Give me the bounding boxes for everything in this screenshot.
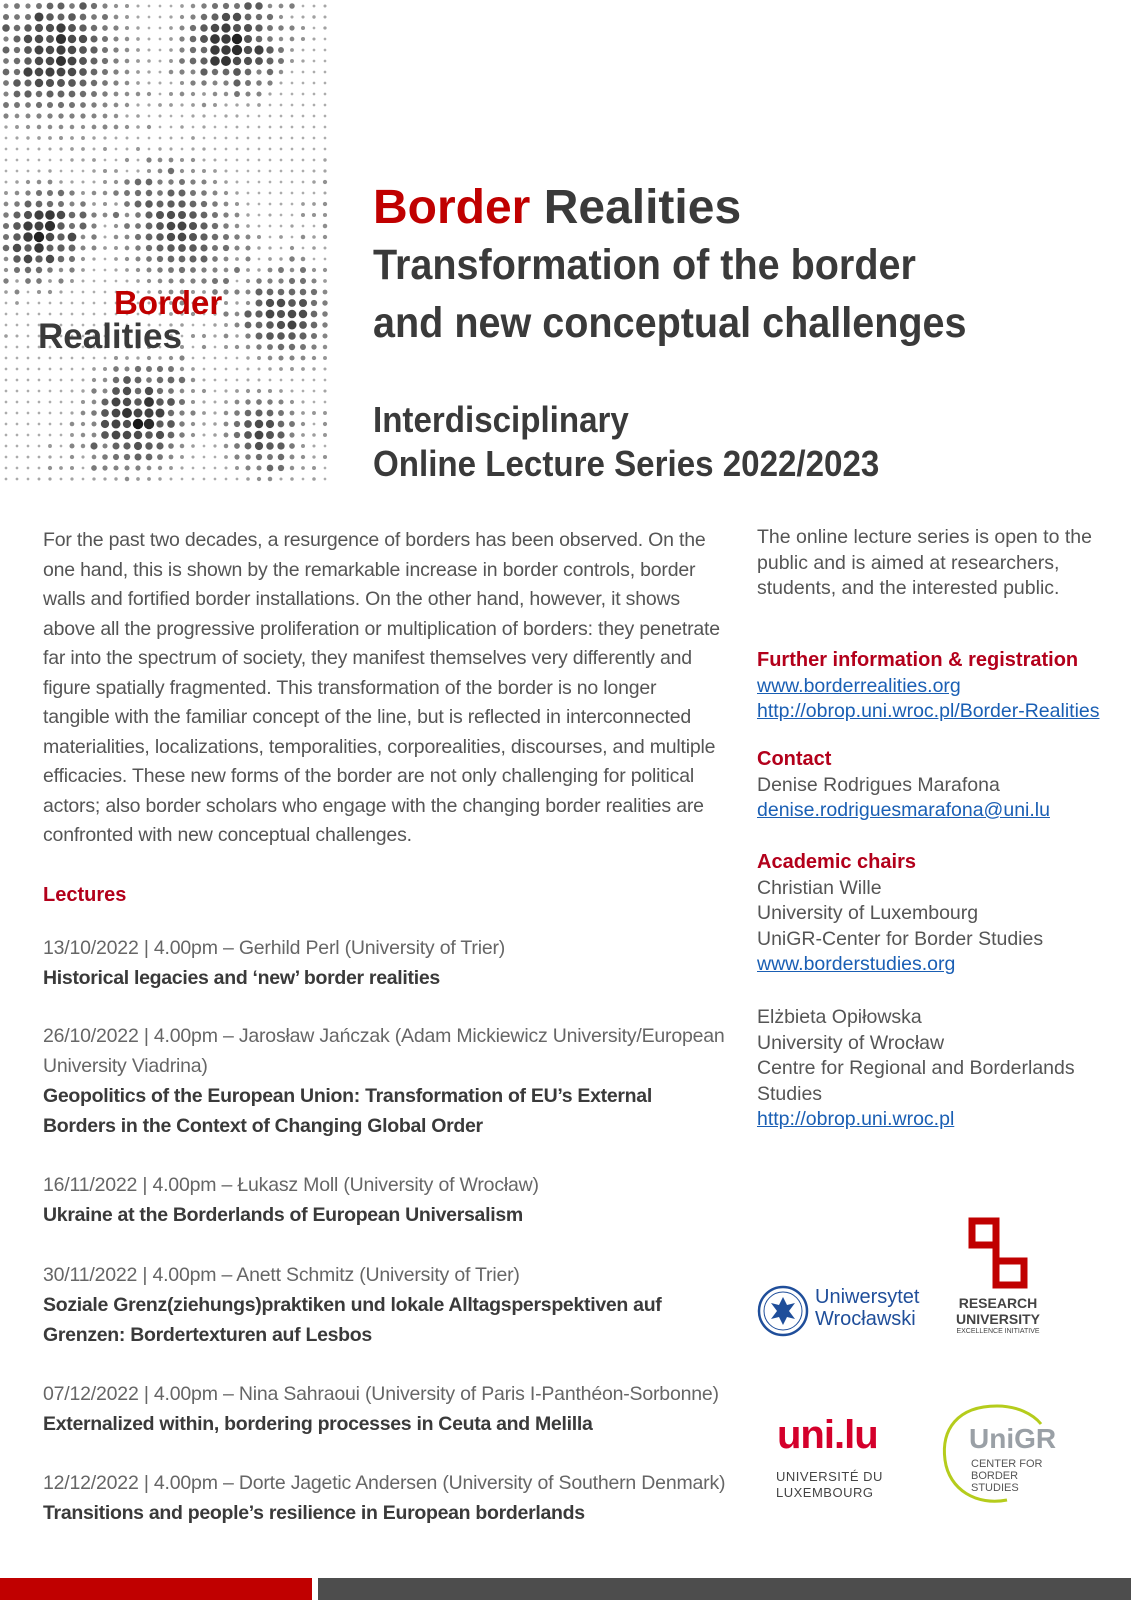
title-word-border: Border: [373, 181, 531, 234]
series-line-1: Interdisciplinary: [373, 399, 629, 440]
wroclaw-logo-line1: Uniwersytet: [815, 1286, 920, 1308]
contact-section: [757, 747, 1117, 824]
page-title: [373, 180, 1113, 352]
series-heading: [373, 398, 1054, 486]
lecture-meta: 16/11/2022 | 4.00pm – Łukasz Moll (University of Wrocław): [43, 1174, 539, 1196]
lecture-title: Externalized within, bordering processes in Ceuta and Melilla: [43, 1413, 593, 1435]
obrop-link[interactable]: http://obrop.uni.wroc.pl: [757, 1108, 955, 1130]
hero-logo-word-border: Border: [114, 284, 223, 321]
lecture-meta: 07/12/2022 | 4.00pm – Nina Sahraoui (University of Paris I-Panthéon-Sorbonne): [43, 1383, 719, 1405]
research-logo-line3: EXCELLENCE INITIATIVE: [956, 1328, 1040, 1335]
wroclaw-logo-line2: Wrocławski: [815, 1308, 916, 1330]
research-logo-line2: UNIVERSITY: [955, 1311, 1040, 1327]
chair-university: University of Luxembourg: [757, 902, 979, 924]
lecture-title: Soziale Grenz(ziehungs)praktiken und lokale Alltagsperspektiven auf Grenzen: Bordertexturen auf Lesbos: [43, 1294, 662, 1346]
contact-email-link[interactable]: denise.rodriguesmarafona@uni.lu: [757, 799, 1050, 821]
universite-du-luxembourg-logo: [773, 1413, 883, 1503]
further-info-heading: Further information & registration: [757, 649, 1079, 671]
lecture-meta: 12/12/2022 | 4.00pm – Dorte Jagetic Andersen (University of Southern Denmark): [43, 1472, 726, 1494]
chair-name: Christian Wille: [757, 876, 882, 899]
research-logo-line1: RESEARCH: [958, 1295, 1038, 1311]
footer-grey-bar: [318, 1578, 1131, 1600]
contact-heading: Contact: [757, 748, 832, 770]
lecture-item: [43, 933, 733, 993]
title-word-realities: Realities: [543, 181, 742, 234]
chair-center: Centre for Regional and Borderlands Studies: [757, 1057, 1075, 1105]
lectures-heading: Lectures: [43, 884, 127, 906]
chair-center: UniGR-Center for Border Studies: [757, 927, 1044, 950]
academic-chairs-heading: Academic chairs: [757, 851, 916, 873]
lecture-item: [43, 1021, 733, 1141]
uniwersytet-wroclawski-logo: [757, 1283, 927, 1339]
borderrealities-link[interactable]: www.borderrealities.org: [757, 674, 961, 697]
lecture-title: Geopolitics of the European Union: Transformation of EU’s External Borders in the Context of Changing Global Order: [43, 1085, 652, 1137]
subtitle-line-2: and new conceptual challenges: [373, 299, 967, 347]
lecture-item: [43, 1260, 733, 1350]
halftone-hero-graphic: [0, 0, 330, 490]
lecture-meta: 26/10/2022 | 4.00pm – Jarosław Jańczak (Adam Mickiewicz University/European University Viadrina): [43, 1025, 725, 1077]
lecture-item: [43, 1468, 733, 1528]
research-university-mark-icon: [966, 1215, 1032, 1291]
research-university-logo: [948, 1215, 1048, 1345]
unigr-wordmark: UniGR: [969, 1423, 1057, 1454]
hero-logo-word-realities: Realities: [38, 317, 182, 356]
chair-university: University of Wrocław: [757, 1031, 945, 1054]
lecture-item: [43, 1170, 733, 1230]
unigr-center-for-border-studies-logo: [937, 1400, 1067, 1510]
unilu-line1: UNIVERSITÉ DU: [776, 1469, 883, 1484]
open-to-public-text: The online lecture series is open to the public and is aimed at researchers, students, and the interested public.: [757, 526, 1092, 599]
lecture-meta: 30/11/2022 | 4.00pm – Anett Schmitz (University of Trier): [43, 1264, 520, 1286]
series-line-2: Online Lecture Series 2022/2023: [373, 443, 880, 484]
borderstudies-link[interactable]: www.borderstudies.org: [757, 953, 956, 975]
contact-name: Denise Rodrigues Marafona: [757, 773, 1000, 796]
lecture-title: Ukraine at the Borderlands of European Universalism: [43, 1204, 523, 1226]
unilu-wordmark: uni.lu: [777, 1413, 878, 1457]
lecture-title: Transitions and people’s resilience in European borderlands: [43, 1502, 585, 1524]
chair-name: Elżbieta Opiłowska: [757, 1006, 922, 1028]
hero-logo: [38, 286, 258, 354]
academic-chairs-section: [757, 850, 1117, 978]
academic-chair-2: [757, 1005, 1077, 1133]
further-info-section: [757, 648, 1117, 725]
unilu-line2: LUXEMBOURG: [776, 1485, 874, 1500]
unigr-line1: CENTER FOR: [971, 1458, 1043, 1470]
footer-red-bar: [0, 1578, 312, 1600]
obrop-border-realities-link[interactable]: http://obrop.uni.wroc.pl/Border-Realities: [757, 700, 1100, 722]
intro-paragraph: For the past two decades, a resurgence of borders has been observed. On the one hand, this is shown by the remarkable increase in border controls, border walls and fortified border installations. On the other hand, however, it shows above all the progressive proliferation or multiplication of borders: they penetrate far into the spectrum of society, they manifest themselves very differently and figure spatially fragmented. This transformation of the border is no longer tangible with the familiar concept of the line, but is reflected in interconnected materialities, localizations, temporalities, corporealities, discourses, and multiple efficacies. These new forms of the border are not only challenging for political actors; also border scholars who engage with the changing border realities are confronted with new conceptual challenges.: [43, 529, 720, 846]
lecture-title: Historical legacies and ‘new’ border realities: [43, 967, 440, 989]
unigr-line2: BORDER STUDIES: [971, 1470, 1019, 1494]
lecture-item: [43, 1379, 733, 1439]
wroclaw-eagle-seal-icon: [757, 1285, 809, 1337]
subtitle-line-1: Transformation of the border: [373, 241, 916, 289]
lecture-meta: 13/10/2022 | 4.00pm – Gerhild Perl (University of Trier): [43, 937, 506, 959]
